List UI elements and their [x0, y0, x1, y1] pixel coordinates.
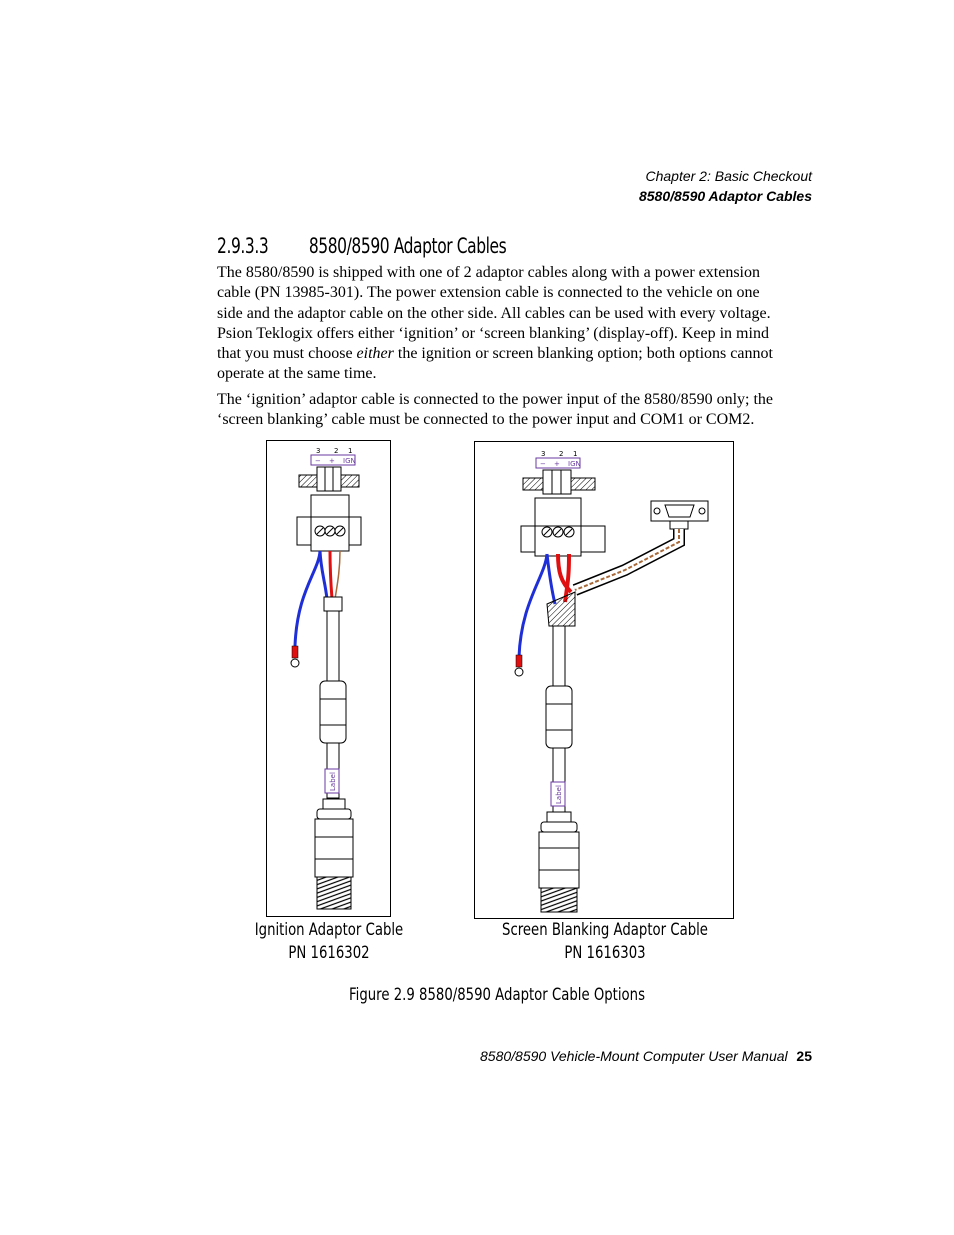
pin-number-3: 3: [316, 447, 321, 455]
page-footer: [480, 1048, 812, 1064]
pin-number-2: 2: [559, 450, 564, 458]
paragraph-1-text-end: the ignition or screen blanking option; both options cannot operate at the same time.: [217, 345, 773, 383]
screen-blanking-cable-caption: Screen Blanking Adaptor Cable: [502, 920, 708, 940]
ignition-cable-part-number: PN 1616302: [288, 943, 370, 963]
screen-blanking-cable-part-number: PN 1616303: [564, 943, 646, 963]
paragraph-1-emphasis: either: [356, 345, 394, 363]
pin-sign-minus: −: [315, 457, 321, 465]
running-header: [639, 166, 812, 206]
pin-number-2: 2: [334, 447, 339, 455]
paragraph-1-text: The 8580/8590 is shipped with one of 2 adaptor cables along with a power extension cable (PN 13985-301). The power extension cable is connected to the vehicle on one side and the adaptor cable on the other side. All cables can be used with every voltage. Psion Teklogix offers either ‘ignition’ or ‘screen blanking’ (display-off). Keep in mind that you must choose: [217, 264, 771, 363]
figure-title: Figure 2.9 8580/8590 Adaptor Cable Options: [349, 985, 645, 1005]
ignition-cable-figure: [266, 440, 391, 917]
pin-number-1: 1: [348, 447, 353, 455]
ignition-cable-drawing: [267, 441, 390, 916]
paragraph-2: The ‘ignition’ adaptor cable is connected to the power input of the 8580/8590 only; the ‘screen blanking’ cable must be connected to the power input and COM1 or COM2.: [217, 391, 773, 429]
screen-blanking-cable-drawing: [475, 442, 733, 918]
paragraph-1: [217, 263, 777, 385]
ignition-cable-caption: Ignition Adaptor Cable: [254, 920, 404, 940]
pin-sign-ign: IGN: [343, 457, 356, 465]
page-number: 25: [796, 1048, 812, 1064]
section-running-title: 8580/8590 Adaptor Cables: [638, 188, 812, 204]
pin-sign-plus: +: [329, 457, 335, 465]
pin-number-3: 3: [541, 450, 546, 458]
pin-sign-minus: −: [540, 460, 546, 468]
section-number: 2.9.3.3: [217, 234, 269, 258]
screen-blanking-cable-figure: [474, 441, 734, 919]
pin-sign-plus: +: [554, 460, 560, 468]
cable-label: Label: [329, 772, 337, 791]
cable-label: Label: [555, 785, 563, 804]
chapter-title: Chapter 2: Basic Checkout: [645, 168, 812, 184]
manual-title: 8580/8590 Vehicle-Mount Computer User Manual: [480, 1048, 788, 1064]
pin-sign-ign: IGN: [568, 460, 581, 468]
section-heading: [217, 234, 506, 258]
section-title: 8580/8590 Adaptor Cables: [308, 234, 507, 258]
pin-number-1: 1: [573, 450, 578, 458]
